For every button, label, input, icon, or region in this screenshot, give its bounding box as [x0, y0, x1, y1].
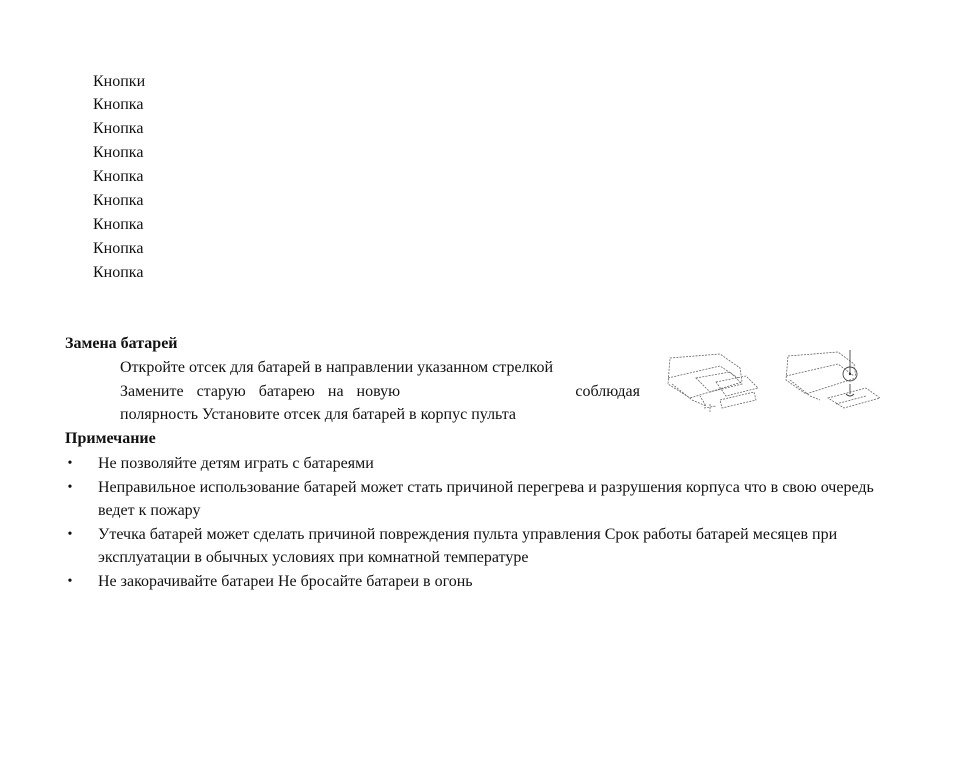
instruction-word: старую [196, 382, 246, 400]
bullet-icon: • [67, 526, 73, 542]
instruction-word: на [327, 382, 344, 400]
bullet-icon: • [67, 479, 73, 495]
button-list-item: Кнопка [93, 96, 144, 113]
note-text: Утечка батарей может сделать причиной повреждения пульта управления Срок работы батарей месяцев при эксплуатации в обычных условиях при комнатной температуре [98, 525, 838, 566]
button-list-item: Кнопка [93, 144, 144, 161]
note-text: Не закорачивайте батареи Не бросайте батареи в огонь [98, 572, 473, 590]
button-list-item: Кнопка [93, 264, 144, 281]
note-text: Неправильное использование батарей может стать причиной перегрева и разрушения корпуса что в свою очередь ведет к пожару [98, 478, 874, 519]
note-title: Примечание [65, 430, 156, 447]
button-list-item: Кнопка [93, 192, 144, 209]
button-list-item: Кнопка [93, 168, 144, 185]
button-list-item: Кнопка [93, 216, 144, 233]
note-list [65, 452, 895, 593]
battery-instructions [120, 356, 640, 427]
bullet-icon: • [67, 573, 73, 589]
instruction-word: соблюдая [575, 382, 640, 400]
instruction-word: Замените [120, 382, 184, 400]
instruction-word: батарею [258, 382, 315, 400]
instruction-line: полярность Установите отсек для батарей в корпус пульта [120, 406, 517, 423]
button-list-item: Кнопки [93, 73, 146, 90]
instruction-line [120, 380, 640, 404]
battery-section-title: Замена батарей [65, 335, 178, 352]
button-list [93, 70, 145, 285]
note-item [65, 452, 895, 476]
instruction-words [120, 380, 400, 404]
instruction-line: Откройте отсек для батарей в направлении указанном стрелкой [120, 359, 554, 376]
bullet-icon: • [67, 456, 73, 471]
button-list-item: Кнопка [93, 240, 144, 257]
battery-compartment-illustration [660, 348, 900, 420]
instruction-word: новую [356, 382, 401, 400]
note-item [65, 476, 895, 523]
note-item [65, 570, 895, 594]
note-item [65, 523, 895, 570]
button-list-item: Кнопка [93, 120, 144, 137]
note-text: Не позволяйте детям играть с батареями [98, 455, 374, 472]
